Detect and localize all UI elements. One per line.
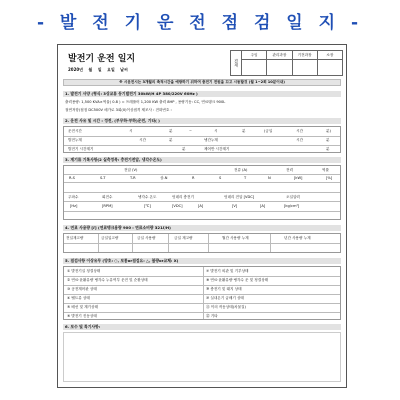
notice-bar: ※ 시운전시는 3개월의 축적시간을 예방하기 위하여 충전기 전원을 끄고 시동할것 (월 1~2회 10분이내) <box>63 79 341 86</box>
date-weekday: 요일 <box>106 67 115 72</box>
date-day: 일 <box>97 67 102 72</box>
spec-line-2: 절연저항(접점 DC500V 메가로 3회(0)이상접격 제조사 : 전화번호 : <box>65 108 172 112</box>
column-header: 엇데리 전압 [VDC] <box>224 195 255 199</box>
date-line <box>68 67 128 73</box>
checklist-item: ⑫ 기타 <box>206 314 218 318</box>
unit-label: 시간 <box>296 129 303 133</box>
column-header: R <box>192 176 195 180</box>
checklist-item: ⑧ 연료·윤활유량·냉각수 운 및 정결상태 <box>206 278 269 282</box>
page-banner-title: - 발 전 기 운 전 점 검 일 지 - <box>36 12 364 33</box>
approval-col <box>267 51 292 75</box>
column-header: [kW] <box>294 176 303 180</box>
checklist-item: ⑩ 실내온기 급배기 상태 <box>206 296 244 300</box>
remarks-area[interactable] <box>63 332 341 382</box>
checklist-item: ⑪ 이의 작동상태(차물질) <box>206 305 246 309</box>
spec-line-1: 출력용량: 1,500 KVA×역율( 0.8 ) = 프레풀어 1,200 KW 출력 8HP , 용량기동: CC, 연료탱크 900L <box>65 100 226 104</box>
column-header: 월간 사용량 누계 <box>222 236 249 240</box>
approval-col-head: 관리과장 <box>267 51 291 60</box>
operation-time-table <box>63 126 341 153</box>
approval-label: 결재 <box>231 51 242 75</box>
column-header: 오일압력 <box>286 195 300 199</box>
column-header: [%] <box>326 176 333 180</box>
unit-label: [A] <box>198 204 204 208</box>
column-header: 주파수 <box>68 195 79 199</box>
column-header: 엇데리 충전기 <box>172 195 194 199</box>
approval-col <box>318 51 342 75</box>
inspection-checklist <box>63 266 341 320</box>
approval-col-head: 주임 <box>242 51 266 60</box>
unit-label: 분 <box>169 129 173 133</box>
unit-label: 분 <box>326 147 330 151</box>
generator-log-sheet <box>57 44 347 388</box>
row-label: 발전누계 <box>68 138 82 142</box>
unit-label: [Hz] <box>70 204 78 208</box>
column-header: 냉각수 온도 <box>138 195 157 199</box>
unit-label: [A] <box>260 204 266 208</box>
row-label: 발전기 시간계기 <box>68 147 94 151</box>
column-header: T-R <box>130 176 136 180</box>
unit-label: [V] <box>232 204 238 208</box>
unit-label: ~ <box>189 129 193 133</box>
approval-col-head: 소장 <box>318 51 342 60</box>
column-header: T <box>244 176 247 180</box>
approval-col-head: 기전과장 <box>293 51 317 60</box>
column-header: 전류 (A) <box>234 168 248 172</box>
unit-label: [VDC] <box>172 204 183 208</box>
column-header: 금일 사용량 <box>137 236 156 240</box>
approval-col <box>242 51 267 75</box>
approval-col <box>293 51 318 75</box>
checklist-item: ⑦ 발전기 외관 및 기부상태 <box>206 269 249 273</box>
column-header: 전일재고량 <box>66 236 84 240</box>
unit-label: [kg/cm²] <box>284 204 300 208</box>
column-header: R-S <box>69 176 75 180</box>
checklist-item: ⑨ 충전기 및 래지 상태 <box>206 287 242 291</box>
column-header: S <box>219 176 222 180</box>
date-month: 월 <box>88 67 93 72</box>
section-5-title: 5. 점검사항 이상유무 (양호: ○, 보통or점검요: △, 불량or교체: X) <box>63 258 341 264</box>
unit-label: 분 <box>169 138 173 142</box>
checklist-item: ④ 벨트류 상태 <box>67 296 90 300</box>
section-4-title: 4. 연료 사용량 [ℓ] (연료탱크용량 900 : 연료소비량 321ℓ/H) <box>63 225 341 231</box>
section-6-title: 6. 보수 및 특기사항: <box>63 324 341 330</box>
section-1-title: 1. 발전기 사양 (형식: 3상교류 동기발전기 30kW/H 4P 380/220V 60Hz ) <box>63 91 341 97</box>
column-header: 년간 사용량 누계 <box>284 236 311 240</box>
column-header: 전압 (V) <box>124 168 138 172</box>
checklist-item: ⑥ 발전기 진동상태 <box>67 314 97 318</box>
unit-label: (금일 <box>264 129 273 133</box>
column-header: N <box>268 176 271 180</box>
checklist-item: ① 발전기실 청결상태 <box>67 269 101 273</box>
unit-label: 시간 <box>296 138 303 142</box>
log-title: 발전기 운전 일지 <box>68 54 136 64</box>
unit-label: [RPM] <box>102 204 113 208</box>
section-3-title: 3. 계기류 기록사항(2 실측정목: 충전기전압, 냉각수온도) <box>63 157 341 163</box>
approval-box <box>230 50 343 76</box>
section-2-title: 2. 운전 사유 및 시간 : 정전, (부무하-부하)운전, 기타( ) <box>63 118 341 124</box>
column-header: 역률 <box>322 168 329 172</box>
column-header: S-T <box>100 176 106 180</box>
column-header: 상-N <box>160 176 168 180</box>
unit-label: 분 <box>182 147 186 151</box>
unit-label: [℃] <box>144 204 151 208</box>
unit-label: 시 <box>214 129 218 133</box>
checklist-item: ② 연료·윤활유량 냉각수 누유여부 운전 및 순환상태 <box>67 278 148 282</box>
checklist-item: ⑤ 배선 및 계기상태 <box>67 305 98 309</box>
column-header: 전력 <box>286 168 293 172</box>
row-label: 냉간누계 <box>204 138 218 142</box>
column-header: 회전수 <box>102 195 113 199</box>
checklist-item: ③ 공전계어판 상태 <box>67 287 97 291</box>
unit-label: 분 <box>326 138 330 142</box>
unit-label: 시간 <box>139 138 146 142</box>
column-header: 금일 재고량 <box>174 236 193 240</box>
date-year: 2020년 <box>68 67 83 72</box>
fuel-usage-table <box>63 233 341 253</box>
column-header: 금일입고량 <box>101 236 119 240</box>
row-label: 제어반 시간계기 <box>204 147 230 151</box>
unit-label: 시 <box>129 129 133 133</box>
row-label: 운전시간 <box>68 129 82 133</box>
unit-label: 분) <box>326 129 331 133</box>
meter-reading-table <box>63 165 341 220</box>
unit-label: 분 <box>242 129 246 133</box>
date-weather: 날씨 <box>120 67 128 72</box>
